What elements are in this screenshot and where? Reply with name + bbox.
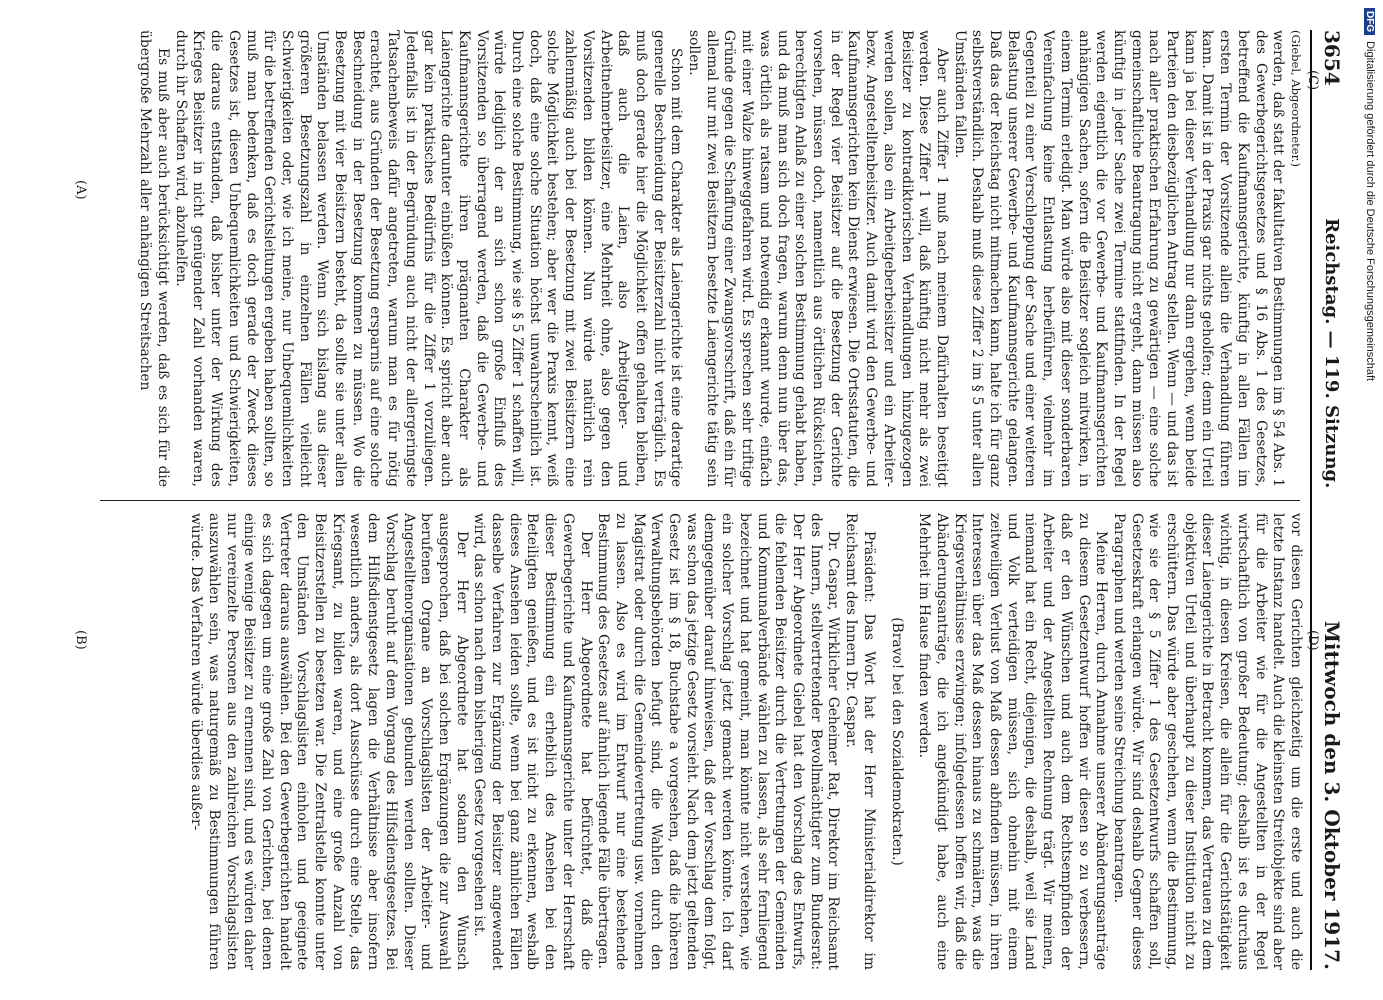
paragraph: Es muß aber auch berücksichtigt werden, daß es sich für die übergroße Mehrzahl aller anhängigen Streitsachen — [137, 30, 171, 487]
digitization-credit — [1362, 8, 1378, 988]
paragraph: Aber auch Ziffer 1 muß nach meinem Dafürhalten beseitigt werden. Diese Ziffer 1 will, daß künftig nicht mehr als zwei Beisitzer zu kontradiktorischen Verhandlungen hinzugezogen werden sollen, also ein Arbeitgeberbeisitzer und ein Arbeiter- bezw. Angestelltenbeisitzer. Auch damit wird den Gewerbe- und Kaufmannsgerichten kein Dienst erwiesen. Die Ortsstatuten, die in der Regel vier Beisitzer auf die Besetzung der Gerichte vorsehen, müssen doch, namentlich aus örtlichen Rücksichten, berechtigten Anlaß zu einer solchen Bestimmung gehabt haben, und da muß man sich doch fragen, warum denn nun über das, was örtlich als ratsam und notwendig erkannt wurde, einfach mit einer Walze hinweggefahren wird. Es sprechen sehr triftige Gründe gegen die Schaffung einer Zwangsvorschrift, daß ein für allemal nur mit zwei Beisitzern besetzte Laiengerichte tätig sein sollen. — [686, 30, 950, 487]
paragraph: werden, daß statt der fakultativen Bestimmungen im § 54 Abs. 1 des Gewerbegerichtsgesetzes und § 16 Abs. 1 des Gesetzes, betreffend die Kaufmannsgerichte, künftig in allen Fällen im ersten Termin der Vorsitzende allein die Verhandlung führen kann. Damit ist in der Praxis gar nichts geholfen; denn ein Urteil kann ja bei dieser Verhandlung nur dann ergehen, wenn beide Parteien den diesbezüglichen Antrag stellen. Wenn — und das ist nach aller praktischen Erfahrung zu gewärtigen — eine solche gemeinschaftliche Beantragung nicht ergeht, dann müssen also künftig in jeder Sache zwei Termine stattfinden. In der Regel werden eigentlich die vor Gewerbe- und Kaufmannsgerichten anhängigen Sachen, sofern die Beisitzer sogleich mitwirken, in einem Termin erledigt. Man würde also mit dieser sonderbaren Vereinfachung keine Entlastung herbeiführen, vielmehr im Gegenteil zu einer Verschleppung der Sache und einer weiteren Belastung unserer Gewerbe- und Kaufmannsgerichte gelangen. Daß das der Reichstag nicht mitmachen kann, halte ich für ganz selbstverständlich. Deshalb muß diese Ziffer 2 im § 5 unter allen Umständen fallen. — [951, 30, 1287, 487]
credit-text: Digitalisierung gefördert durch die Deutsche Forschungsgemeinschaft — [1364, 41, 1376, 382]
text-columns — [94, 30, 1304, 970]
newspaper-sheet — [70, 30, 1360, 970]
left-column — [94, 30, 1304, 487]
paragraph: Der Herr Abgeordnete hat sodann den Wunsch ausgesprochen, daß bei solchen Ergänzungen die zur Auswahl berufenen Organe an Vorschlagslisten der Arbeiter- und Angestelltenorganisationen gebunden werden sollten. Dieser Vorschlag beruht auf dem Vorgang des Hilfsdienstgesetzes. Bei dem Hilfsdienstgesetz lagen die Verhältnisse aber insofern wesentlich anders, als dort Ausschüsse durch eine Stelle, das Kriegsamt, zu bilden waren, und eine große Anzahl von Beisitzerstellen zu besetzen war. Die Zentralstelle konnte unter den Umständen Vorschlagslisten einholen und geeignete Vertreter daraus auswählen. Bei den Gewerbegerichten handelt es sich dagegen um eine große Zahl von Gerichten, bei denen einige wenige Beisitzer zu ernennen sind, und es würden daher nur vereinzelte Personen aus den zahlreichen Vorschlagslisten auszuwählen sein, was naturgemäß zu Bestimmungen führen würde. Das Verfahren würde überdies außer- — [188, 513, 470, 970]
paragraph: Meine Herren, durch Annahme unserer Abänderungsanträge zu diesem Gesetzentwurf hoffen wir diesen so zu verbessern, daß er den Wünschen und auch dem Rechtsempfinden der Arbeiter und der Angestellten Rechnung trägt. Wir meinen, niemand hat ein Recht, diejenigen, die deshalb, weil sie Land und Volk verteidigen müssen, sich ohnehin mit einem zeitweiligen Verlust von Maß dessen abfinden müssen, in ihren Interessen über das Maß dessen hinaus zu schmälern, was die Kriegsverhältnisse erzwingen; infolgedessen hoffen wir, daß die Abänderungsanträge, die ich angekündigt habe, auch eine Mehrheit im Hause finden werden. — [916, 513, 1110, 970]
session-title: Reichstag. — 119. Sitzung. — [1321, 218, 1343, 489]
speaker-head: (Giebel, Abgeordneter.) — [1289, 30, 1303, 167]
margin-marker-b: (B) — [73, 630, 88, 650]
margin-marker-a: (A) — [73, 180, 88, 200]
page-number: 3654 — [1320, 30, 1344, 86]
page-header — [1310, 30, 1352, 970]
paragraph: Schon mit dem Charakter als Laiengerichte ist eine derartige generelle Beschneidung der Beisitzerzahl nicht verträglich. Es muß doch gerade hier die Möglichkeit offen gehalten bleiben, daß auch die Laien, also Arbeitgeber- und Arbeitnehmerbeisitzer, eine Mehrheit ohne, also gegen den Vorsitzenden bilden können. Nun würde natürlich rein zahlenmäßig auch bei der Besetzung mit zwei Beisitzern eine solche Möglichkeit bestehen; aber wer die Praxis kennt, weiß doch, daß eine solche Situation höchst unwahrscheinlich ist. Durch eine solche Bestimmung, wie sie § 5 Ziffer 1 schaffen will, würde lediglich der an sich schon große Einfluß des Vorsitzenden so überragend werden, daß die Gewerbe- und Kaufmannsgerichte ihren prägnanten Charakter als Laiengerichte darunter einbüßen können. Es spricht aber auch gar kein praktisches Bedürfnis für die Ziffer 1 vorzuliegen. Jedenfalls ist in der Begründung auch nicht der allergeringste Tatsachenbeweis dafür angetreten, warum man es für nötig erachtet, aus Gründen der Besetzung ersparnis auf eine solche Beschneidung in der Besetzung kommen zu müssen. Wo die Besetzung mit vier Beisitzern besteht, da sollte sie unter allen Umständen belassen werden. Wenn sich bislang aus dieser größeren Besetzungszahl in einzelnen Fällen vielleicht Schwierigkeiten oder, wie ich meine, nur Unbequemlichkeiten für die betreffenden Gerichtsleitungen ergeben haben sollten, so muß man bedenken, daß es doch gerade der Zweck dieses Gesetzes ist, diesen Unbequemlichkeiten und Schwierigkeiten, die daraus entstanden, daß bisher unter der Wirkung des Krieges Beisitzer in nicht genügender Zahl vorhanden waren, durch ihr Schaffen wird, abzuhelfen. — [172, 30, 685, 487]
president-remark: Präsident: Das Wort hat der Herr Ministerialdirektor im Reichsamt des Innern Dr. Caspar. — [843, 513, 877, 970]
right-column — [94, 513, 1304, 970]
paragraph: vor diesen Gerichten gleichzeitig um die erste und auch die letzte Instanz handelt. Auch die kleinsten Streitobjekte sind aber für die Arbeiter wie für die Angestellten in der Regel wirtschaftlich von großer Bedeutung; deshalb ist es durchaus wichtig, in diesen Kreisen, die allein für die Gerichtstätigkeit dieser Laiengerichte in Betracht kommen, das Vertrauen zu dem objektiven Urteil und überhaupt zu dieser Institution nicht zu erschüttern. Das würde aber geschehen, wenn die Bestimmung, wie sie der § 5 Ziffer 1 des Gesetzentwurfs schaffen soll, Gesetzeskraft erlangen würde. Wir sind deshalb Gegner dieses Paragraphen und werden seine Streichung beantragen. — [1110, 513, 1304, 970]
margin-marker-c: (C) — [1305, 70, 1320, 91]
session-date: Mittwoch den 3. Oktober 1917. — [1320, 620, 1344, 970]
applause-note: (Bravo! bei den Sozialdemokraten.) — [888, 617, 905, 866]
paragraph: Der Herr Abgeordnete hat befürchtet, daß die Gewerbegerichte und Kaufmannsgerichte unter der Herrschaft dieser Bestimmung ein erheblich des Ansehen bei den Beteiligten genießen, und es ist nicht zu erkennen, weshalb dieses Ansehen leiden sollte, wenn bei ganz ähnlichen Fällen dasselbe Verfahren zur Ergänzung der Beisitzer angewendet wird, das schon nach dem bisherigen Gesetz vorgesehen ist. — [471, 513, 594, 970]
dfg-logo: DFG — [1365, 8, 1376, 35]
paragraph: Dr. Caspar, Wirklicher Geheimer Rat, Direktor im Reichsamt des Innern, stellvertretender Bevollmächtigter zum Bundesrat: Der Herr Abgeordnete Giebel hat den Vorschlag des Entwurfs, die fehlenden Beisitzer durch die Vertretungen der Gemeinden und Kommunalverbände wählen zu lassen, als sehr fernliegend bezeichnet und hat gemeint, man könnte nicht verstehen, wie ein solcher Vorschlag jetzt gemacht werden könnte. Ich darf demgegenüber darauf hinweisen, daß der Vorschlag dem folgt, was schon das jetzige Gesetz vorsieht. Nach dem jetzt geltenden Gesetz ist im § 18, Buchstabe a vorgesehen, daß die höheren Verwaltungsbehörden befugt sind, die Wahlen durch den Magistrat oder durch die Gemeindevertretung usw. vornehmen zu lassen. Also es wird im Entwurf nur eine bestehende Bestimmung des Gesetzes auf ähnlich liegende Fälle übertragen. — [595, 513, 842, 970]
margin-marker-d: (D) — [1305, 630, 1320, 651]
